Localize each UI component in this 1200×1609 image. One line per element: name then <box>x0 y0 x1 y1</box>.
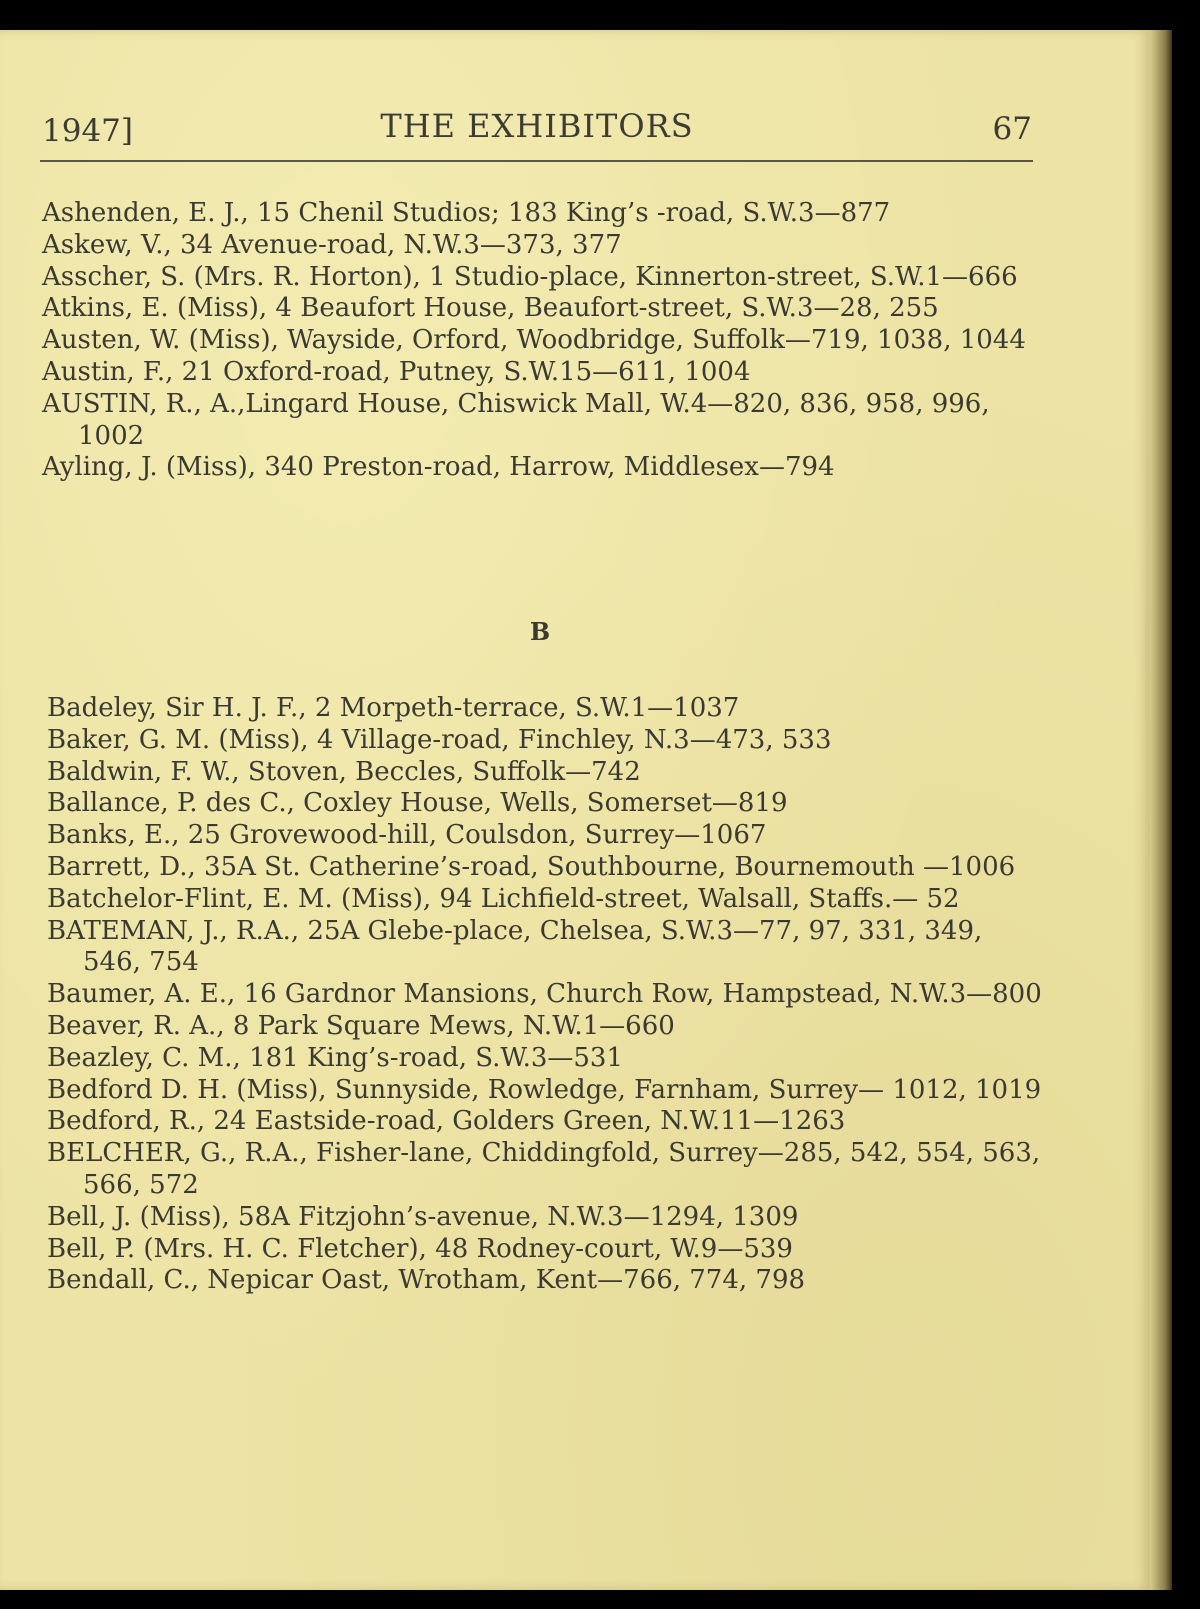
book-spine-shadow <box>1150 30 1172 1590</box>
list-item: Barrett, D., 35A St. Catherine’s-road, Southbourne, Bournemouth —1006 <box>47 851 1016 882</box>
list-item: Asscher, S. (Mrs. R. Horton), 1 Studio-place, Kinnerton-street, S.W.1—666 <box>42 261 1018 292</box>
list-item: Ashenden, E. J., 15 Chenil Studios; 183 King’s -road, S.W.3—877 <box>42 198 891 228</box>
header-year: 1947] <box>42 113 133 149</box>
list-item: Askew, V., 34 Avenue-road, N.W.3—373, 377 <box>42 229 622 260</box>
list-item: BELCHER, G., R.A., Fisher-lane, Chiddingfold, Surrey—285, 542, 554, 563, 566, 572 <box>47 1138 1041 1200</box>
list-item: Bedford, R., 24 Eastside-road, Golders Green, N.W.11—1263 <box>47 1106 846 1137</box>
section-a-list <box>42 198 1042 484</box>
header-title: THE EXHIBITORS <box>380 107 694 145</box>
list-item: AUSTIN, R., A.,Lingard House, Chiswick Mall, W.4—820, 836, 958, 996, 1002 <box>42 388 990 451</box>
list-item: Beazley, C. M., 181 King’s-road, S.W.3—531 <box>47 1042 623 1073</box>
list-item: BATEMAN, J., R.A., 25A Glebe-place, Chelsea, S.W.3—77, 97, 331, 349, 546, 754 <box>47 915 983 978</box>
list-item: Baker, G. M. (Miss), 4 Village-road, Finchley, N.3—473, 533 <box>47 724 832 755</box>
list-item: Badeley, Sir H. J. F., 2 Morpeth-terrace, S.W.1—1037 <box>47 693 740 723</box>
page-number: 67 <box>992 111 1032 147</box>
list-item: Bedford D. H. (Miss), Sunnyside, Rowledge, Farnham, Surrey— 1012, 1019 <box>47 1074 1042 1105</box>
list-item: Bendall, C., Nepicar Oast, Wrotham, Kent—766, 774, 798 <box>47 1265 806 1296</box>
list-item: Ballance, P. des C., Coxley House, Wells, Somerset—819 <box>47 788 788 819</box>
list-item: Batchelor-Flint, E. M. (Miss), 94 Lichfield-street, Walsall, Staffs.— 52 <box>47 883 960 914</box>
section-heading-b: B <box>529 617 551 646</box>
list-item: Baldwin, F. W., Stoven, Beccles, Suffolk—742 <box>47 756 641 787</box>
section-b-list <box>47 693 1047 1297</box>
list-item: Banks, E., 25 Grovewood-hill, Coulsdon, Surrey—1067 <box>47 820 767 851</box>
list-item: Austen, W. (Miss), Wayside, Orford, Woodbridge, Suffolk—719, 1038, 1044 <box>42 325 1026 356</box>
list-item: Beaver, R. A., 8 Park Square Mews, N.W.1—660 <box>47 1010 675 1041</box>
list-item: Bell, P. (Mrs. H. C. Fletcher), 48 Rodney-court, W.9—539 <box>47 1233 793 1264</box>
header-rule <box>40 160 1033 162</box>
running-header <box>42 107 1032 155</box>
list-item: Atkins, E. (Miss), 4 Beaufort House, Beaufort-street, S.W.3—28, 255 <box>42 293 939 324</box>
list-item: Baumer, A. E., 16 Gardnor Mansions, Church Row, Hampstead, N.W.3—800 <box>47 979 1042 1010</box>
list-item: Ayling, J. (Miss), 340 Preston-road, Harrow, Middlesex—794 <box>42 452 835 483</box>
list-item: Bell, J. (Miss), 58A Fitzjohn’s-avenue, N.W.3—1294, 1309 <box>47 1201 799 1232</box>
list-item: Austin, F., 21 Oxford-road, Putney, S.W.15—611, 1004 <box>42 356 751 387</box>
